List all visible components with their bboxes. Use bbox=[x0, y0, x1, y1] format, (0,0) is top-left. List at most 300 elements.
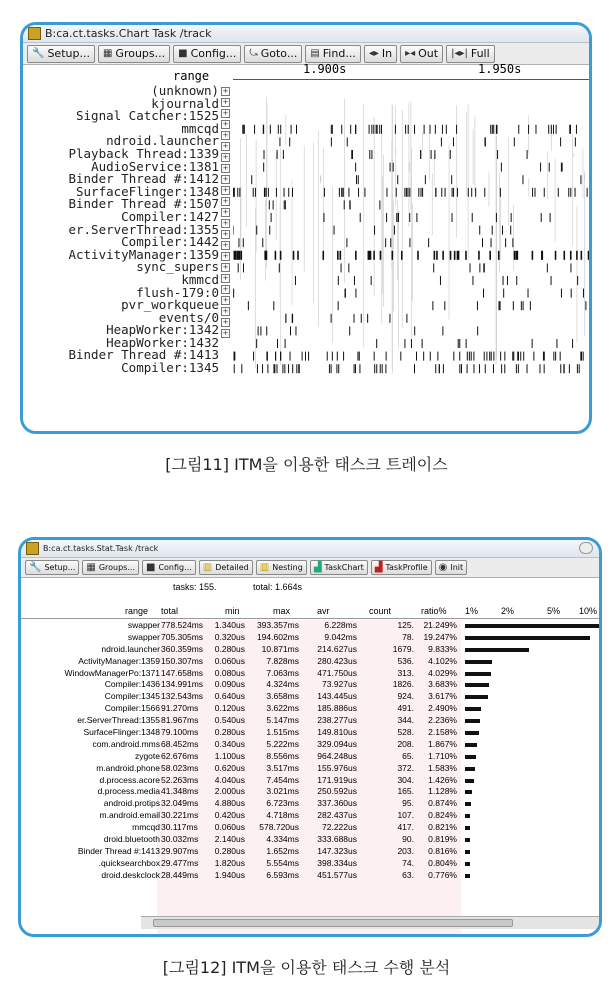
table-row[interactable] bbox=[21, 620, 602, 632]
cell-count: 344. bbox=[397, 715, 414, 726]
stat-toolbar bbox=[21, 558, 599, 578]
cell-name: .quicksearchbox bbox=[98, 857, 160, 868]
cell-ratio: 0.804% bbox=[428, 857, 457, 868]
scale-label: 10% bbox=[579, 606, 598, 616]
expand-row-button[interactable]: + bbox=[222, 120, 229, 128]
cell-total: 81.967ms bbox=[161, 715, 199, 726]
expand-row-button[interactable]: + bbox=[222, 274, 229, 282]
cell-avr: 155.976us bbox=[317, 762, 357, 773]
expand-row-button[interactable]: + bbox=[222, 164, 229, 172]
cell-avr: 214.627us bbox=[317, 643, 357, 654]
expand-row-button[interactable]: + bbox=[222, 142, 229, 150]
cell-count: 491. bbox=[397, 703, 414, 714]
cell-avr: 143.445us bbox=[317, 691, 357, 702]
cell-ratio: 1.710% bbox=[428, 750, 457, 761]
expand-row-button[interactable]: + bbox=[222, 208, 229, 216]
cell-ratio: 4.029% bbox=[428, 667, 457, 678]
task-row-label: ActivityManager:1359 bbox=[68, 246, 219, 262]
cell-name: m.android.email bbox=[99, 810, 160, 821]
cell-name: m.android.phone bbox=[96, 762, 160, 773]
table-icon: ▦ bbox=[102, 47, 113, 59]
table-row[interactable] bbox=[21, 644, 602, 656]
table-row[interactable] bbox=[21, 798, 602, 810]
detailed-button[interactable] bbox=[199, 560, 253, 575]
cell-total: 30.221ms bbox=[161, 810, 199, 821]
figure-11-caption: [그림11] ITM을 이용한 태스크 트레이스 bbox=[165, 455, 448, 474]
taskchart-icon: ▟ bbox=[313, 562, 322, 573]
table-row[interactable] bbox=[21, 679, 602, 691]
cell-avr: 238.277us bbox=[317, 715, 357, 726]
cell-count: 78. bbox=[402, 631, 414, 642]
cell-max: 4.334ms bbox=[266, 834, 299, 845]
taskprofile-button-label: TaskProfile bbox=[385, 563, 428, 572]
task-label-column bbox=[23, 85, 219, 375]
table-row[interactable] bbox=[21, 870, 602, 882]
zoom-in-icon: ◂▸ bbox=[368, 47, 379, 59]
cell-name: swapper bbox=[127, 620, 160, 630]
window-menu-icon[interactable] bbox=[579, 542, 593, 554]
cell-min: 0.090us bbox=[214, 679, 245, 690]
detail-icon: ▥ bbox=[202, 562, 213, 573]
cell-ratio: 3.617% bbox=[428, 691, 457, 702]
expand-row-button[interactable]: + bbox=[222, 329, 229, 337]
cell-avr: 9.042ms bbox=[324, 631, 357, 642]
cell-avr: 280.423us bbox=[317, 655, 357, 666]
ratio-bar bbox=[465, 767, 475, 771]
task-row-label: pvr_workqueue bbox=[121, 297, 219, 313]
table-row[interactable] bbox=[21, 858, 602, 870]
wrench-icon: 🔧 bbox=[32, 47, 45, 59]
tick-label: 1.950s bbox=[478, 62, 522, 76]
task-row-label: kjournald bbox=[151, 95, 219, 111]
cell-total: 705.305ms bbox=[161, 631, 204, 642]
expand-row-button[interactable]: + bbox=[222, 219, 229, 227]
cell-avr: 147.323us bbox=[317, 845, 357, 856]
cell-ratio: 9.833% bbox=[428, 643, 457, 654]
cell-ratio: 2.490% bbox=[428, 703, 457, 714]
expand-row-button[interactable]: + bbox=[222, 197, 229, 205]
table-row[interactable] bbox=[21, 703, 602, 715]
cell-ratio: 1.426% bbox=[428, 774, 457, 785]
cell-count: 304. bbox=[397, 774, 414, 785]
cell-count: 1679. bbox=[392, 643, 414, 654]
cell-count: 372. bbox=[397, 762, 414, 773]
cell-avr: 250.592us bbox=[317, 786, 357, 797]
expand-row-button[interactable]: + bbox=[222, 87, 229, 95]
table-row[interactable] bbox=[21, 786, 602, 798]
setup-button[interactable] bbox=[27, 45, 95, 63]
cell-min: 0.280us bbox=[214, 727, 245, 738]
table-row[interactable] bbox=[21, 691, 602, 703]
cell-count: 125. bbox=[397, 620, 414, 630]
expand-row-button[interactable]: + bbox=[222, 285, 229, 293]
cell-max: 7.454ms bbox=[266, 774, 299, 785]
goto-button-label: Goto... bbox=[260, 46, 298, 60]
cell-name: ndroid.launcher bbox=[101, 643, 160, 654]
ratio-bar bbox=[465, 850, 470, 854]
cell-count: 63. bbox=[402, 869, 414, 880]
cell-count: 65. bbox=[402, 750, 414, 761]
config-button-label: Config... bbox=[158, 563, 192, 572]
task-row-label: flush-179:0 bbox=[136, 284, 219, 300]
ratio-bar bbox=[465, 779, 474, 783]
cell-avr: 171.919us bbox=[317, 774, 357, 785]
full-button-label: Full bbox=[470, 46, 490, 60]
cell-avr: 282.437us bbox=[317, 810, 357, 821]
cell-max: 5.222ms bbox=[266, 738, 299, 749]
cell-avr: 337.360us bbox=[317, 798, 357, 809]
cell-name: er.ServerThread:1355 bbox=[77, 715, 160, 726]
cell-count: 313. bbox=[397, 667, 414, 678]
cell-max: 4.324ms bbox=[266, 679, 299, 690]
task-row-label: AudioService:1381 bbox=[91, 158, 219, 174]
ratio-bar bbox=[465, 707, 481, 711]
setup-button-label: Setup... bbox=[47, 46, 90, 60]
cell-name: swapper bbox=[127, 631, 160, 642]
task-row-label: SurfaceFlinger:1348 bbox=[76, 183, 219, 199]
config-button-label: Config... bbox=[190, 46, 237, 60]
table-icon: ▦ bbox=[86, 562, 96, 573]
table-row[interactable] bbox=[21, 834, 602, 846]
cell-max: 3.622ms bbox=[266, 703, 299, 714]
expand-row-button[interactable]: + bbox=[222, 296, 229, 304]
ratio-bar bbox=[465, 790, 472, 794]
expand-row-button[interactable]: + bbox=[222, 241, 229, 249]
col-header-min: min bbox=[225, 606, 240, 616]
ratio-bar bbox=[465, 683, 489, 687]
cell-total: 79.100ms bbox=[161, 727, 199, 738]
setup-button[interactable] bbox=[25, 560, 79, 575]
tick-label: 1.900s bbox=[303, 62, 347, 76]
zoom-out-label: Out bbox=[418, 46, 439, 60]
groups-button-label: Groups... bbox=[98, 563, 135, 572]
nesting-button-label: Nesting bbox=[272, 563, 303, 572]
ratio-bar bbox=[465, 731, 479, 735]
cell-max: 578.720us bbox=[259, 822, 299, 833]
cell-max: 3.517ms bbox=[266, 762, 299, 773]
cell-ratio: 0.776% bbox=[428, 869, 457, 880]
cell-count: 165. bbox=[397, 786, 414, 797]
cell-count: 208. bbox=[397, 738, 414, 749]
cell-name: Binder Thread #:1413 bbox=[77, 845, 160, 856]
task-row-label: Binder Thread #:1412 bbox=[68, 171, 219, 187]
cell-min: 0.320us bbox=[214, 631, 245, 642]
zoom-out-button[interactable] bbox=[400, 45, 443, 63]
table-row[interactable] bbox=[21, 727, 602, 739]
cell-count: 1826. bbox=[392, 679, 414, 690]
cell-name: droid.bluetooth bbox=[103, 834, 160, 845]
setup-button-label: Setup... bbox=[44, 563, 76, 572]
cell-total: 28.449ms bbox=[161, 869, 199, 880]
cell-min: 1.940us bbox=[214, 869, 245, 880]
cell-min: 2.000us bbox=[214, 786, 245, 797]
cell-name: droid.deskclock bbox=[101, 869, 160, 880]
cell-ratio: 1.867% bbox=[428, 738, 457, 749]
header-divider bbox=[21, 618, 602, 619]
nesting-button[interactable] bbox=[256, 560, 307, 575]
table-row[interactable] bbox=[21, 775, 602, 787]
task-row-label: sync_supers bbox=[136, 259, 219, 275]
cell-max: 194.602ms bbox=[256, 631, 299, 642]
task-row-label: HeapWorker:1342 bbox=[106, 322, 219, 338]
col-header-total: total bbox=[161, 606, 179, 616]
nesting-icon: ▥ bbox=[259, 562, 270, 573]
cell-max: 393.357ms bbox=[256, 620, 299, 630]
cell-count: 107. bbox=[397, 810, 414, 821]
task-row-label: Signal Catcher:1525 bbox=[76, 108, 219, 124]
cell-total: 29.477ms bbox=[161, 857, 199, 868]
cell-max: 5.554ms bbox=[266, 857, 299, 868]
cell-max: 7.063ms bbox=[266, 667, 299, 678]
cell-max: 3.021ms bbox=[266, 786, 299, 797]
full-icon: |◂▸| bbox=[451, 47, 468, 59]
cell-min: 4.880us bbox=[214, 798, 245, 809]
config-button[interactable] bbox=[142, 560, 196, 575]
cell-total: 68.452ms bbox=[161, 738, 199, 749]
cell-ratio: 21.249% bbox=[423, 620, 457, 630]
ratio-bar bbox=[465, 672, 491, 676]
cell-name: zygote bbox=[134, 750, 160, 761]
scale-label: 2% bbox=[501, 606, 515, 616]
trace-window-title: B:ca.ct.tasks.Chart Task /track bbox=[45, 27, 212, 40]
cell-total: 147.658ms bbox=[161, 667, 204, 678]
goto-icon: ⤿ bbox=[249, 47, 258, 59]
ratio-bar bbox=[465, 826, 470, 830]
cell-name: mmcqd bbox=[132, 822, 160, 833]
goto-button[interactable] bbox=[244, 45, 302, 63]
scrollbar-thumb[interactable] bbox=[153, 919, 513, 927]
cell-total: 132.543ms bbox=[161, 691, 204, 702]
ratio-bar bbox=[465, 660, 492, 664]
full-button[interactable] bbox=[446, 45, 495, 63]
cell-count: 203. bbox=[397, 845, 414, 856]
cell-max: 4.718ms bbox=[266, 810, 299, 821]
cell-min: 0.120us bbox=[214, 703, 245, 714]
task-row-label: Binder Thread #:1413 bbox=[68, 347, 219, 363]
axis-line bbox=[233, 79, 591, 80]
init-button[interactable] bbox=[435, 560, 468, 575]
cell-total: 30.032ms bbox=[161, 834, 199, 845]
detailed-button-label: Detailed bbox=[215, 563, 249, 572]
expand-row-button[interactable]: + bbox=[222, 230, 229, 238]
cell-total: 62.676ms bbox=[161, 750, 199, 761]
cell-min: 0.340us bbox=[214, 738, 245, 749]
expand-row-button[interactable]: + bbox=[222, 175, 229, 183]
ratio-bar bbox=[465, 814, 470, 818]
col-header-avr: avr bbox=[317, 606, 330, 616]
config-button[interactable] bbox=[173, 45, 241, 63]
wrench-icon: 🔧 bbox=[29, 562, 42, 573]
scale-label: 5% bbox=[547, 606, 561, 616]
find-button-label: Find... bbox=[322, 46, 356, 60]
table-row[interactable] bbox=[21, 751, 602, 763]
task-row-label: Playback Thread:1339 bbox=[68, 145, 219, 161]
cell-total: 134.991ms bbox=[161, 679, 204, 690]
task-row-label: er.ServerThread:1355 bbox=[68, 221, 219, 237]
cell-avr: 185.886us bbox=[317, 703, 357, 714]
cell-total: 58.023ms bbox=[161, 762, 199, 773]
task-row-label: ndroid.launcher bbox=[106, 133, 219, 149]
cell-count: 90. bbox=[402, 834, 414, 845]
cell-name: Compiler:1345 bbox=[104, 691, 160, 702]
cell-max: 10.871ms bbox=[261, 643, 299, 654]
zoom-in-label: In bbox=[381, 46, 393, 60]
cell-ratio: 0.821% bbox=[428, 822, 457, 833]
cell-avr: 451.577us bbox=[317, 869, 357, 880]
trace-window-titlebar[interactable] bbox=[23, 25, 589, 43]
init-icon: ◉ bbox=[438, 562, 448, 573]
col-header-range: range bbox=[125, 606, 149, 616]
cell-total: 29.907ms bbox=[161, 845, 199, 856]
find-button[interactable] bbox=[305, 45, 360, 63]
col-header-ratio: ratio% bbox=[421, 606, 447, 616]
task-row-label: Compiler:1442 bbox=[121, 234, 219, 250]
cell-name: SurfaceFlinger:1348 bbox=[83, 727, 160, 738]
cell-name: d.process.media bbox=[97, 786, 160, 797]
ratio-bar bbox=[465, 743, 477, 747]
tasks-count: tasks: 155. bbox=[173, 582, 217, 592]
cell-name: com.android.mms bbox=[92, 738, 160, 749]
ratio-bar bbox=[465, 802, 471, 806]
cell-count: 528. bbox=[397, 727, 414, 738]
trace-area[interactable] bbox=[233, 85, 591, 377]
col-header-max: max bbox=[273, 606, 291, 616]
stat-window-titlebar[interactable] bbox=[21, 540, 599, 558]
scale-label: 1% bbox=[465, 606, 479, 616]
cell-min: 0.280us bbox=[214, 643, 245, 654]
cell-count: 924. bbox=[397, 691, 414, 702]
expand-row-button[interactable]: + bbox=[222, 252, 229, 260]
table-row[interactable] bbox=[21, 739, 602, 751]
cell-max: 7.828ms bbox=[266, 655, 299, 666]
expand-row-button[interactable]: + bbox=[222, 153, 229, 161]
cell-max: 5.147ms bbox=[266, 715, 299, 726]
expand-row-button[interactable]: + bbox=[222, 307, 229, 315]
cell-count: 536. bbox=[397, 655, 414, 666]
expand-row-button[interactable]: + bbox=[222, 98, 229, 106]
cell-name: android.protips bbox=[103, 798, 160, 809]
cell-max: 6.593ms bbox=[266, 869, 299, 880]
taskprofile-button[interactable] bbox=[371, 560, 432, 575]
groups-button[interactable] bbox=[98, 45, 170, 63]
cell-ratio: 2.236% bbox=[428, 715, 457, 726]
cell-count: 95. bbox=[402, 798, 414, 809]
cell-ratio: 1.128% bbox=[428, 786, 457, 797]
cell-name: d.process.acore bbox=[99, 774, 160, 785]
cell-min: 0.060us bbox=[214, 655, 245, 666]
expand-row-button[interactable]: + bbox=[222, 318, 229, 326]
task-row-label: Compiler:1427 bbox=[121, 208, 219, 224]
cell-total: 32.049ms bbox=[161, 798, 199, 809]
cell-total: 150.307ms bbox=[161, 655, 204, 666]
cell-total: 360.359ms bbox=[161, 643, 204, 654]
task-row-label: events/0 bbox=[158, 309, 219, 325]
table-row[interactable] bbox=[21, 656, 602, 668]
task-row-label: Binder Thread #:1507 bbox=[68, 196, 219, 212]
cell-avr: 72.222us bbox=[322, 822, 357, 833]
cell-total: 30.117ms bbox=[161, 822, 198, 833]
cell-ratio: 0.824% bbox=[428, 810, 457, 821]
expand-column bbox=[220, 85, 232, 340]
cell-min: 0.540us bbox=[214, 715, 245, 726]
cell-ratio: 0.874% bbox=[428, 798, 457, 809]
axis-label: range bbox=[173, 69, 210, 83]
cell-ratio: 19.247% bbox=[423, 631, 457, 642]
expand-row-button[interactable]: + bbox=[222, 109, 229, 117]
cell-avr: 471.750us bbox=[317, 667, 357, 678]
init-button-label: Init bbox=[450, 563, 464, 572]
cell-total: 52.263ms bbox=[161, 774, 199, 785]
taskprofile-icon: ▟ bbox=[374, 562, 383, 573]
ratio-bar bbox=[465, 874, 470, 878]
table-row[interactable] bbox=[21, 822, 602, 834]
expand-row-button[interactable]: + bbox=[222, 186, 229, 194]
cell-avr: 329.094us bbox=[317, 738, 357, 749]
task-row-label: HeapWorker:1432 bbox=[106, 334, 219, 350]
expand-row-button[interactable]: + bbox=[222, 131, 229, 139]
groups-button-label: Groups... bbox=[115, 46, 166, 60]
table-row[interactable] bbox=[21, 846, 602, 858]
cell-count: 74. bbox=[402, 857, 414, 868]
table-row[interactable] bbox=[21, 810, 602, 822]
ratio-bar bbox=[465, 648, 529, 652]
cell-min: 2.140us bbox=[214, 834, 245, 845]
ratio-bar bbox=[465, 862, 470, 866]
task-row-label: (unknown) bbox=[151, 83, 219, 98]
cell-name: WindowManagerPo:1371 bbox=[64, 667, 160, 678]
cell-avr: 398.334us bbox=[317, 857, 357, 868]
cell-total: 778.524ms bbox=[161, 620, 204, 630]
col-header-count: count bbox=[369, 606, 392, 616]
cell-min: 0.280us bbox=[214, 845, 245, 856]
taskchart-button[interactable] bbox=[310, 560, 368, 575]
cell-max: 1.652ms bbox=[266, 845, 299, 856]
cell-min: 0.420us bbox=[214, 810, 245, 821]
total-time: total: 1.664s bbox=[253, 582, 303, 592]
zoom-in-button[interactable] bbox=[364, 45, 397, 63]
stat-window-title: B:ca.ct.tasks.Stat.Task /track bbox=[43, 544, 159, 553]
table-row[interactable] bbox=[21, 715, 602, 727]
cell-min: 1.340us bbox=[214, 620, 245, 630]
find-icon: ▤ bbox=[310, 47, 320, 59]
cell-total: 91.270ms bbox=[161, 703, 199, 714]
task-row-label: Compiler:1345 bbox=[121, 360, 219, 376]
taskchart-button-label: TaskChart bbox=[324, 563, 364, 572]
table-row[interactable] bbox=[21, 668, 602, 680]
cell-count: 417. bbox=[397, 822, 414, 833]
horizontal-scrollbar[interactable] bbox=[141, 916, 602, 929]
table-row[interactable] bbox=[21, 632, 602, 644]
expand-row-button[interactable]: + bbox=[222, 263, 229, 271]
table-row[interactable] bbox=[21, 763, 602, 775]
cell-avr: 149.810us bbox=[317, 727, 357, 738]
ratio-bar bbox=[465, 636, 590, 640]
cell-min: 0.080us bbox=[214, 667, 245, 678]
cell-ratio: 3.683% bbox=[428, 679, 457, 690]
ratio-bar bbox=[465, 719, 480, 723]
cell-ratio: 2.158% bbox=[428, 727, 457, 738]
grid-icon: ■ bbox=[145, 562, 156, 573]
stat-window bbox=[18, 537, 602, 937]
ratio-bar bbox=[465, 695, 488, 699]
app-icon bbox=[26, 542, 39, 555]
ratio-bar bbox=[465, 838, 470, 842]
cell-min: 0.060us bbox=[214, 822, 245, 833]
cell-name: ActivityManager:1359 bbox=[78, 655, 160, 666]
cell-min: 1.820us bbox=[214, 857, 245, 868]
groups-button[interactable] bbox=[82, 560, 139, 575]
cell-max: 8.556ms bbox=[266, 750, 299, 761]
